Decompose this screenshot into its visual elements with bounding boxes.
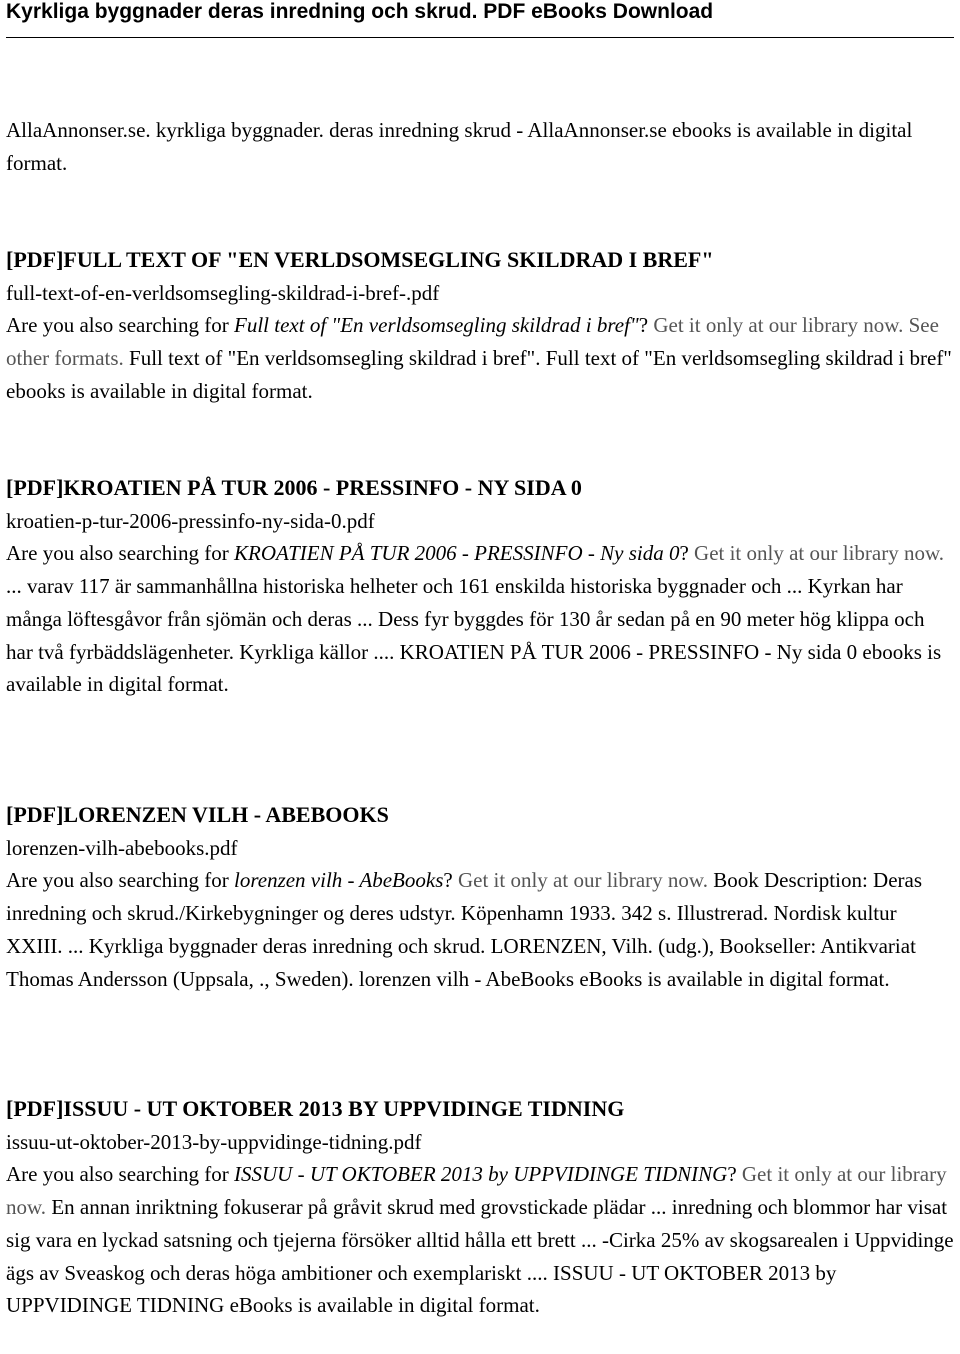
- entry-body: Full text of "En verldsomsegling skildrad i bref". Full text of "En verldsomsegling skildrad i bref" ebooks is available in digital format.: [6, 346, 952, 403]
- search-prefix: Are you also searching for: [6, 868, 235, 893]
- intro-text: AllaAnnonser.se. kyrkliga byggnader. deras inredning skrud - AllaAnnonser.se ebooks is available in digital format.: [6, 118, 913, 175]
- search-suffix: ?: [443, 868, 458, 893]
- see-other-formats-link[interactable]: See other formats.: [6, 313, 939, 371]
- search-term: lorenzen vilh - AbeBooks: [234, 868, 444, 893]
- entry-description: [6, 309, 956, 407]
- get-it-link[interactable]: Get it only at our library now.: [653, 313, 904, 338]
- entry-title[interactable]: [PDF]KROATIEN PÅ TUR 2006 - PRESSINFO - NY SIDA 0: [6, 475, 582, 500]
- entry-filename[interactable]: lorenzen-vilh-abebooks.pdf: [6, 835, 238, 860]
- header-divider: [6, 37, 954, 38]
- entry-title[interactable]: [PDF]ISSUU - UT OKTOBER 2013 BY UPPVIDINGE TIDNING: [6, 1096, 625, 1121]
- entry-body: Book Description: Deras inredning och skrud./Kirkebygninger og deres udstyr. Köpenhamn 1933. 342 s. Illustrerad. Nordisk kultur XXIII. ... Kyrkliga byggnader deras inredning och skrud. LORENZEN, Vilh. (udg.), Bookseller: Antikvariat Thomas Andersson (Uppsala, ., Sweden). lorenzen vilh - AbeBooks eBooks is available in digital format.: [6, 868, 923, 991]
- result-entry: [6, 1093, 956, 1322]
- get-it-link[interactable]: Get it only at our library now.: [694, 541, 945, 566]
- search-suffix: ?: [638, 313, 654, 338]
- search-term: Full text of "En verldsomsegling skildrad i bref": [234, 313, 639, 338]
- page-title: Kyrkliga byggnader deras inredning och skrud. PDF eBooks Download: [6, 0, 714, 23]
- result-entry: [6, 472, 956, 701]
- search-prefix: Are you also searching for: [6, 541, 235, 566]
- entry-title[interactable]: [PDF]FULL TEXT OF "EN VERLDSOMSEGLING SKILDRAD I BREF": [6, 247, 714, 272]
- result-entry: [6, 244, 956, 408]
- get-it-link[interactable]: Get it only at our library now.: [457, 868, 708, 893]
- entry-description: [6, 864, 956, 995]
- search-prefix: Are you also searching for: [6, 1162, 235, 1187]
- result-entry: [6, 799, 956, 995]
- entry-filename[interactable]: full-text-of-en-verldsomsegling-skildrad-i-bref-.pdf: [6, 280, 440, 305]
- entry-body: En annan inriktning fokuserar på gråvit skrud med grovstickade plädar ... inredning och blommor har visat sig vara en lyckad satsning och tjejerna försöker alltid hålla ett brett ... -Cirka 25% av skogsarealen i Uppvidinge ägs av Sveaskog och deras höga ambitioner och exemplariskt .... ISSUU - UT OKTOBER 2013 by UPPVIDINGE TIDNING eBooks is available in digital format.: [6, 1195, 954, 1318]
- page-header: [6, 0, 954, 40]
- get-it-link[interactable]: Get it only at our library now.: [6, 1162, 947, 1220]
- search-suffix: ?: [679, 541, 695, 566]
- search-prefix: Are you also searching for: [6, 313, 235, 338]
- search-term: ISSUU - UT OKTOBER 2013 by UPPVIDINGE TIDNING: [234, 1162, 728, 1187]
- entry-filename[interactable]: kroatien-p-tur-2006-pressinfo-ny-sida-0.pdf: [6, 508, 375, 533]
- search-term: KROATIEN PÅ TUR 2006 - PRESSINFO - Ny sida 0: [234, 541, 680, 566]
- intro-paragraph: [6, 114, 956, 179]
- entry-body: ... varav 117 är sammanhållna historiska helheter och 161 enskilda historiska byggnader och ... Kyrkan har många löftesgåvor från sjömän och deras ... Dess fyr byggdes för 130 år sedan på en 90 meter hög klippa och har två fyrbäddslägenheter. Kyrkliga källor .... KROATIEN PÅ TUR 2006 - PRESSINFO - Ny sida 0 ebooks is available in digital format.: [6, 574, 942, 697]
- entry-description: [6, 537, 956, 701]
- search-suffix: ?: [727, 1162, 742, 1187]
- entry-filename[interactable]: issuu-ut-oktober-2013-by-uppvidinge-tidning.pdf: [6, 1129, 422, 1154]
- entry-title[interactable]: [PDF]LORENZEN VILH - ABEBOOKS: [6, 802, 389, 827]
- entry-description: [6, 1158, 956, 1322]
